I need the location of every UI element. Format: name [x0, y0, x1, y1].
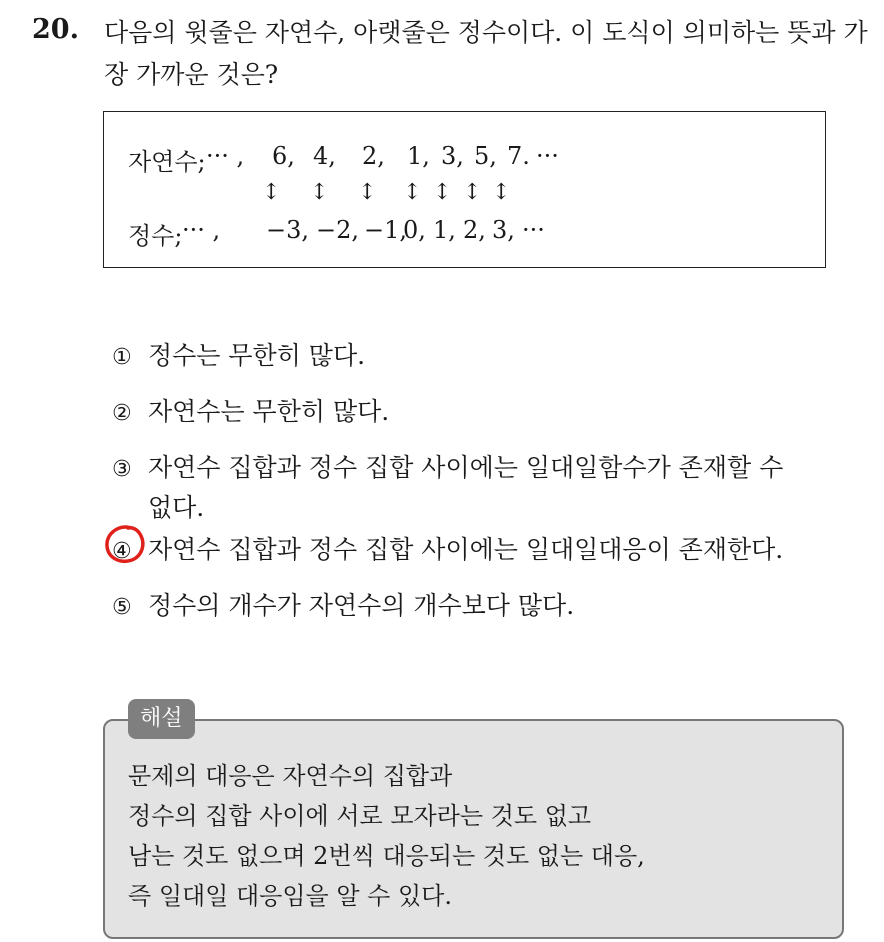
bottom-value: −2,	[316, 216, 360, 244]
bottom-value: 1,	[433, 216, 456, 244]
bottom-value: 0,	[403, 216, 426, 244]
top-value: 2,	[362, 142, 385, 170]
choice-number: ②	[112, 401, 132, 426]
bottom-value: 3,	[492, 216, 515, 244]
double-arrow-icon: ↕	[403, 180, 422, 205]
double-arrow-icon: ↕	[433, 180, 452, 205]
top-value: 1,	[407, 142, 430, 170]
top-label: 자연수;	[128, 148, 206, 176]
double-arrow-icon: ↕	[492, 180, 511, 205]
top-value: 5,	[474, 142, 497, 170]
bottom-value: −3,	[266, 216, 310, 244]
choice-number: ④	[112, 539, 132, 564]
bottom-value: 2,	[463, 216, 486, 244]
answer-mark-circle-icon	[102, 522, 148, 566]
explanation-line: 즉 일대일 대응임을 알 수 있다.	[128, 882, 452, 910]
top-value: 6,	[272, 142, 295, 170]
top-value: 3,	[441, 142, 464, 170]
bottom-value: ··· ,	[182, 216, 221, 244]
choice-5[interactable]	[112, 586, 574, 622]
double-arrow-icon: ↕	[463, 180, 482, 205]
top-value: ··· ,	[206, 142, 245, 170]
double-arrow-icon: ↕	[310, 180, 329, 205]
choice-1[interactable]	[112, 336, 365, 372]
explanation-text	[128, 756, 645, 916]
choice-text: 자연수 집합과 정수 집합 사이에는 일대일대응이 존재한다.	[148, 535, 784, 564]
choice-3[interactable]	[112, 448, 784, 522]
explanation-line: 정수의 집합 사이에 서로 모자라는 것도 없고	[128, 802, 592, 830]
question-number: 20.	[32, 14, 79, 45]
choice-text: 자연수 집합과 정수 집합 사이에는 일대일함수가 존재할 수	[148, 453, 784, 482]
bottom-value: ···	[522, 216, 545, 244]
choice-text: 자연수는 무한히 많다.	[148, 397, 390, 426]
double-arrow-icon: ↕	[358, 180, 377, 205]
choice-text-continued: 없다.	[148, 493, 205, 522]
bottom-label: 정수;	[128, 222, 183, 250]
top-value: 7.	[507, 142, 530, 170]
choice-text: 정수는 무한히 많다.	[148, 341, 366, 370]
explanation-line: 남는 것도 없으며 2번씩 대응되는 것도 없는 대응,	[128, 842, 645, 870]
choice-2[interactable]	[112, 392, 389, 428]
top-value: ···	[536, 142, 559, 170]
choice-number: ①	[112, 345, 132, 370]
double-arrow-icon: ↕	[262, 180, 281, 205]
top-value: 4,	[313, 142, 336, 170]
choice-text: 정수의 개수가 자연수의 개수보다 많다.	[148, 591, 575, 620]
choice-number: ⑤	[112, 595, 132, 620]
choice-4[interactable]	[112, 530, 783, 566]
explanation-line: 문제의 대응은 자연수의 집합과	[128, 762, 453, 790]
explanation-tag: 해설	[128, 699, 195, 739]
bottom-value: −1,	[364, 216, 408, 244]
choice-number: ③	[112, 457, 132, 482]
question-text: 다음의 윗줄은 자연수, 아랫줄은 정수이다. 이 도식이 의미하는 뜻과 가장 가까운 것은?	[104, 18, 868, 89]
